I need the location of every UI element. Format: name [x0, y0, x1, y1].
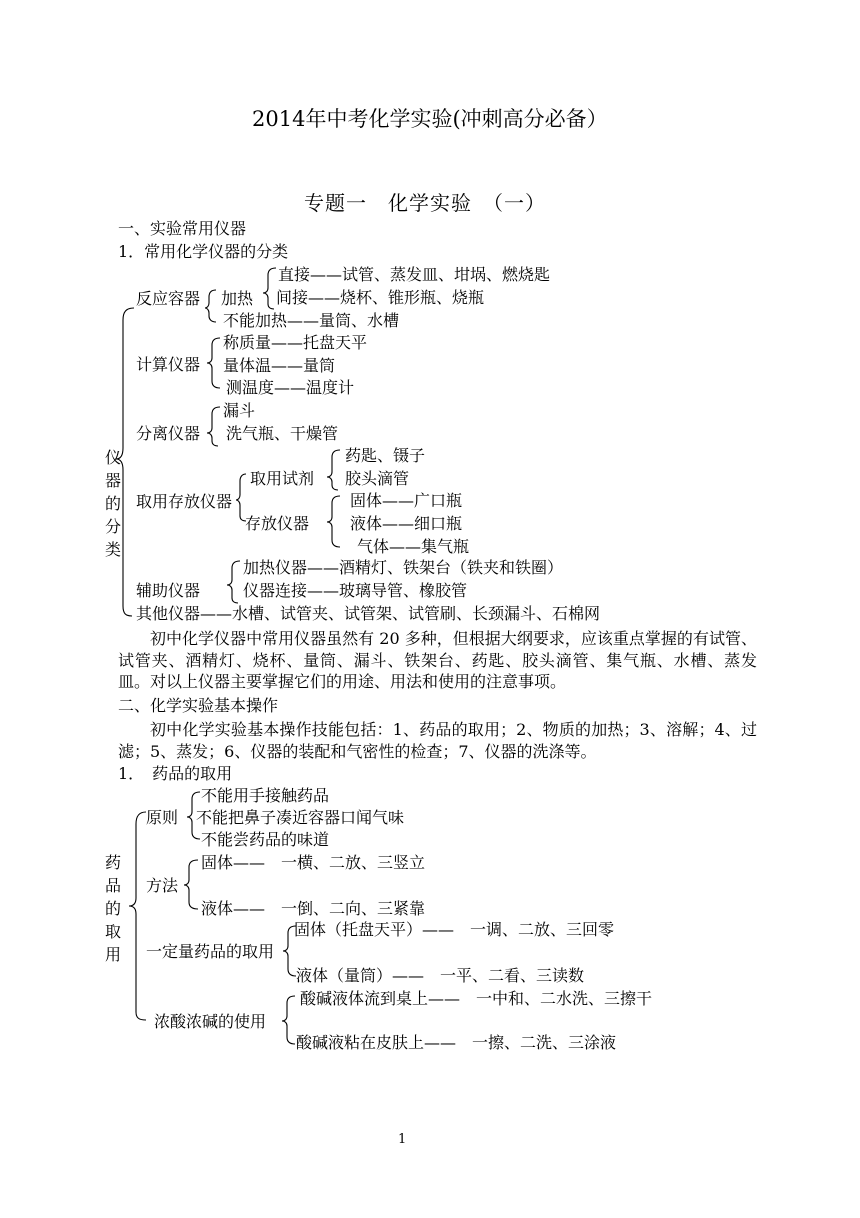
- document-title: 2014年中考化学实验(冲刺高分必备）: [252, 107, 608, 131]
- others-item: 其他仪器——水槽、试管夹、试管架、试管刷、长颈漏斗、石棉网: [136, 604, 601, 623]
- liquid-quantity-item: 液体（量筒）—— 一平、二看、三读数: [296, 966, 585, 985]
- solid-quantity-item: 固体（托盘天平）—— 一调、二放、三回零: [294, 920, 615, 939]
- measuring-label: 计算仪器: [136, 355, 201, 374]
- funnel-item: 漏斗: [223, 401, 256, 420]
- liquid-bottle-item: 液体——细口瓶: [350, 514, 463, 533]
- acid-base-label: 浓酸浓碱的使用: [154, 1012, 267, 1031]
- section1-heading: 一、实验常用仪器: [118, 219, 247, 238]
- page-number: 1: [398, 1132, 407, 1147]
- method-label: 方法: [146, 876, 179, 895]
- separation-label: 分离仪器: [136, 424, 201, 443]
- liquid-method-item: 液体—— 一倒、二向、三紧靠: [201, 899, 426, 918]
- storage-label: 取用存放仪器: [136, 492, 233, 511]
- principle-item-2: 不能把鼻子凑近容器口闻气味: [196, 808, 405, 827]
- temperature-item: 测温度——温度计: [226, 378, 355, 397]
- spoon-tweezers-item: 药匙、镊子: [345, 446, 426, 465]
- dropper-item: 胶头滴管: [345, 469, 410, 488]
- section1-sub-heading: 1．常用化学仪器的分类: [118, 242, 289, 261]
- principle-item-3: 不能尝药品的味道: [201, 830, 330, 849]
- section1-paragraph: 初中化学仪器中常用仪器虽然有 20 多种，但根据大纲要求，应该重点掌握的有试管、试管夹、酒精灯、烧杯、量筒、漏斗、铁架台、药匙、胶头滴管、集气瓶、水槽、蒸发皿。对以上仪器主要掌握它们的用途、用法和使用的注意事项。: [118, 629, 757, 691]
- mass-item: 称质量——托盘天平: [223, 333, 368, 352]
- principle-item-1: 不能用手接触药品: [201, 786, 330, 805]
- auxiliary-label: 辅助仪器: [136, 581, 201, 600]
- reagent-root-label: 药品的取用: [104, 853, 121, 964]
- spill-table-item: 酸碱液体流到桌上—— 一中和、二水洗、三擦干: [300, 989, 653, 1008]
- spill-skin-item: 酸碱液粘在皮肤上—— 一擦、二洗、三涂液: [296, 1033, 617, 1052]
- section2-heading: 二、化学实验基本操作: [118, 696, 279, 715]
- reaction-container-label: 反应容器: [136, 289, 201, 308]
- solid-method-item: 固体—— 一横、二放、三竖立: [201, 853, 426, 872]
- volume-item: 量体温——量筒: [223, 356, 336, 375]
- reagent-taking-label: 取用试剂: [250, 469, 315, 488]
- gas-bottle-item: 气体——集气瓶: [357, 537, 470, 556]
- heating-label: 加热: [221, 289, 254, 308]
- heating-instr-item: 加热仪器——酒精灯、铁架台（铁夹和铁圈）: [243, 558, 564, 577]
- section2-sub-heading: 1． 药品的取用: [118, 764, 233, 783]
- principle-label: 原则: [146, 808, 179, 827]
- storage-instr-label: 存放仪器: [245, 514, 310, 533]
- section2-paragraph: 初中化学实验基本操作技能包括：1、药品的取用；2、物质的加热；3、溶解；4、过滤；5、蒸发；6、仪器的装配和气密性的检查；7、仪器的洗涤等。: [118, 720, 757, 761]
- indirect-heat-item: 间接——烧杯、锥形瓶、烧瓶: [276, 288, 485, 307]
- quantity-label: 一定量药品的取用: [146, 942, 275, 961]
- instrument-root-label: 仪器的分类: [104, 448, 121, 559]
- solid-bottle-item: 固体——广口瓶: [350, 491, 463, 510]
- direct-heat-item: 直接——试管、蒸发皿、坩埚、燃烧匙: [278, 265, 551, 284]
- topic-heading: 专题一 化学实验 （一）: [304, 191, 546, 215]
- connection-item: 仪器连接——玻璃导管、橡胶管: [243, 581, 468, 600]
- no-heat-item: 不能加热——量筒、水槽: [223, 311, 400, 330]
- washing-bottle-item: 洗气瓶、干燥管: [226, 424, 339, 443]
